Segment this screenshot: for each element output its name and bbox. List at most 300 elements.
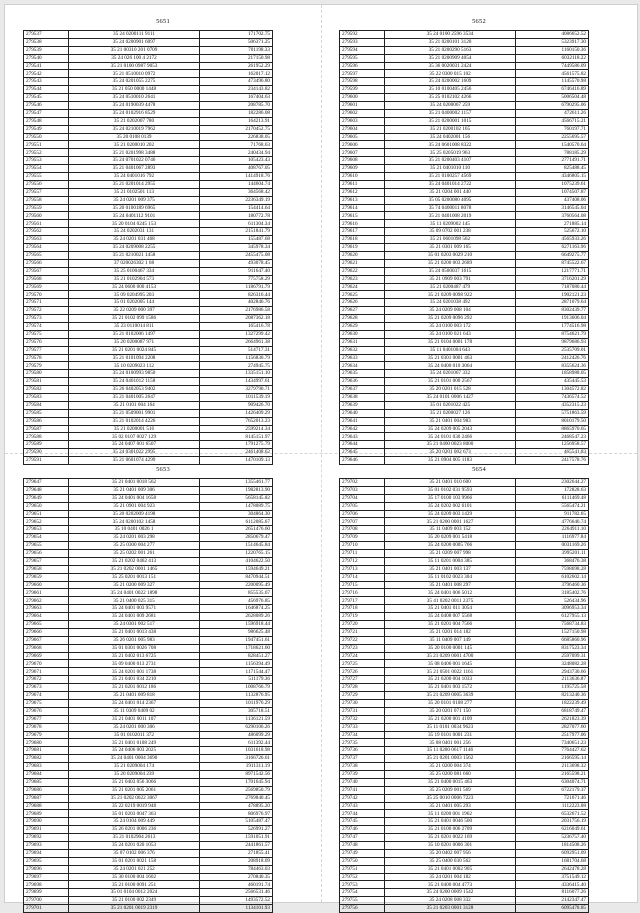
amount: 2771491.71 [516, 157, 589, 165]
account-code: 35 21 00310 201 0709 [69, 46, 200, 54]
account-code: 35 09 0400 013 2731 [69, 660, 200, 668]
account-code: 35 21 0200 0001 1627 [385, 518, 516, 526]
account-code: 35 11 0200 001 1962 [385, 810, 516, 818]
account-code: 35 24 0201 004 182 [385, 873, 516, 881]
row-index: 279657 [24, 557, 69, 565]
amount: 2566531.46 [200, 889, 273, 897]
ledger-table [23, 30, 273, 465]
amount: 8317523.34 [516, 644, 589, 652]
amount: 1814508.26 [516, 841, 589, 849]
page-number: 5654 [472, 466, 486, 473]
table-row [340, 244, 589, 252]
account-code: 35 24 0201 000 306 [69, 723, 200, 731]
account-code: 35 11 0201 0004 385 [385, 557, 516, 565]
table-row [24, 62, 273, 70]
account-code: 35 24 0201 021 252 [69, 865, 200, 873]
account-code: 35 24 0401 014 2367 [69, 699, 200, 707]
row-index: 279609 [340, 165, 385, 173]
amount: 1195725.58 [516, 684, 589, 692]
table-row [340, 692, 589, 700]
row-index: 279611 [340, 180, 385, 188]
amount: 526991.27 [200, 826, 273, 834]
table-row [24, 739, 273, 747]
row-index: 279704 [340, 494, 385, 502]
account-code: 35 22 0219 0019 948 [69, 802, 200, 810]
row-index: 279741 [340, 786, 385, 794]
row-index: 279606 [340, 141, 385, 149]
row-index: 279554 [24, 165, 69, 173]
amount: 4086652.52 [516, 31, 589, 39]
row-index: 279724 [340, 652, 385, 660]
table-row [340, 378, 589, 386]
table-row [340, 157, 589, 165]
row-index: 279729 [340, 692, 385, 700]
account-code: 35 24 0407 001 6507 [69, 441, 200, 449]
amount: 511179.36 [200, 676, 273, 684]
table-row [340, 621, 589, 629]
amount: 6271163.96 [516, 244, 589, 252]
account-code: 35 21 0401 0046 500 [385, 818, 516, 826]
amount: 6095478.85 [516, 905, 589, 913]
table-row [24, 905, 273, 913]
row-index: 279658 [24, 565, 69, 573]
table-row [340, 636, 589, 644]
amount: 911647.40 [200, 267, 273, 275]
amount: 271855.41 [200, 849, 273, 857]
amount: 6722179.37 [516, 786, 589, 794]
account-code: 35 24 0209 003 1429 [385, 510, 516, 518]
table-row [340, 70, 589, 78]
row-index: 279743 [340, 802, 385, 810]
account-code: 35 20 0209004 239 [69, 770, 200, 778]
amount: 828451.27 [200, 652, 273, 660]
amount: 1134101.93 [200, 905, 273, 913]
row-index: 279734 [340, 731, 385, 739]
table-row [340, 881, 589, 889]
table-row [24, 692, 273, 700]
table-row [24, 54, 273, 62]
account-code: 35 21 0401 0108 249 [69, 739, 200, 747]
amount: 1701645.94 [200, 778, 273, 786]
row-index: 279660 [24, 581, 69, 589]
amount: 2943730.66 [516, 668, 589, 676]
row-index: 279617 [340, 228, 385, 236]
account-code: 35 24 0701022 0746 [69, 157, 200, 165]
account-code: 35 10 0401 0026 1 [69, 526, 200, 534]
table-row [340, 905, 589, 913]
row-index: 279599 [340, 86, 385, 94]
table-row [340, 510, 589, 518]
amount: 3716201.29 [516, 275, 589, 283]
account-code: 35 21 0200487 479 [385, 283, 516, 291]
table-row [340, 322, 589, 330]
row-index: 279550 [24, 133, 69, 141]
account-code: 35 24 0408 007 5568 [385, 613, 516, 621]
row-index: 279639 [340, 401, 385, 409]
account-code: 35 21 0400002 1157 [385, 109, 516, 117]
row-index: 279740 [340, 778, 385, 786]
table-row [24, 857, 273, 865]
row-index: 279605 [340, 133, 385, 141]
table-row [24, 684, 273, 692]
account-code: 35 21 0200 004 374 [385, 763, 516, 771]
amount: 1791275.79 [200, 441, 273, 449]
amount: 4346805.15 [516, 173, 589, 181]
table-row [24, 486, 273, 494]
table-row [340, 62, 589, 70]
row-index: 279708 [340, 526, 385, 534]
amount: 2113636.87 [516, 676, 589, 684]
account-code: 35 10 0100405 2456 [385, 86, 516, 94]
amount: 2151841.79 [200, 228, 273, 236]
amount: 1011539.19 [200, 393, 273, 401]
table-row [340, 739, 589, 747]
row-index: 279718 [340, 605, 385, 613]
account-code: 35 01 0202005 144 [69, 299, 200, 307]
table-row [24, 212, 273, 220]
account-code: 35 24 0200102 1458 [69, 518, 200, 526]
amount: 8865970.65 [516, 425, 589, 433]
row-index: 279565 [24, 251, 69, 259]
table-row [340, 526, 589, 534]
row-index: 279564 [24, 244, 69, 252]
account-code: 35 01 0201 0021 158 [69, 857, 200, 865]
row-index: 279673 [24, 684, 69, 692]
row-index: 279672 [24, 676, 69, 684]
account-code: 35 24 0601008 8322 [385, 141, 516, 149]
account-code: 35 21 0401 003 1572 [385, 684, 516, 692]
table-row [24, 109, 273, 117]
amount: 8010179.50 [516, 417, 589, 425]
table-row [24, 557, 273, 565]
amount: 2142347.47 [516, 897, 589, 905]
amount: 4352315.23 [516, 401, 589, 409]
account-code: 35 21 0401 004 983 [385, 417, 516, 425]
account-code: 35 24 0201067 332 [385, 370, 516, 378]
table-row [340, 94, 589, 102]
table-row [340, 338, 589, 346]
amount: 304864.30 [200, 510, 273, 518]
amount: 1031618.98 [200, 747, 273, 755]
table-row [24, 354, 273, 362]
account-code: 35 24 0301 002 517 [69, 621, 200, 629]
row-index: 279669 [24, 652, 69, 660]
row-index: 279744 [340, 810, 385, 818]
row-index: 279651 [24, 510, 69, 518]
table-row [340, 747, 589, 755]
amount: 6216049.61 [516, 826, 589, 834]
account-code: 35 24 0201055 2275 [69, 78, 200, 86]
table-row [340, 267, 589, 275]
account-code: 37 020026302 1 68 [69, 259, 200, 267]
table-row [24, 644, 273, 652]
row-index: 279694 [24, 849, 69, 857]
table-row [340, 494, 589, 502]
account-code: 35 24 0200901 6097 [69, 38, 200, 46]
table-row [24, 723, 273, 731]
table-row [24, 841, 273, 849]
amount: 1514645.84 [200, 542, 273, 550]
table-row [340, 409, 589, 417]
table-row [24, 283, 273, 291]
amount: 5006504.48 [516, 94, 589, 102]
account-code: 35 25 0400 030 562 [385, 857, 516, 865]
account-code: 35 25 0102102 4266 [385, 94, 516, 102]
account-code: 35 24 0201 031 468 [69, 236, 200, 244]
row-index: 279548 [24, 117, 69, 125]
table-row [24, 510, 273, 518]
table-row [340, 755, 589, 763]
account-code: 35 25 0200 081 660 [385, 770, 516, 778]
table-row [24, 794, 273, 802]
row-index: 279614 [340, 204, 385, 212]
table-row [340, 78, 589, 86]
row-index: 279586 [24, 417, 69, 425]
amount: 2302644.27 [516, 479, 589, 487]
account-code: 35 21 0200102 165 [385, 125, 516, 133]
row-index: 279537 [24, 31, 69, 39]
account-code: 35 21 0400 025 315 [69, 597, 200, 605]
account-code: 35 21 0401067 2893 [69, 165, 200, 173]
table-row [24, 133, 273, 141]
row-index: 279697 [24, 873, 69, 881]
table-row [24, 307, 273, 315]
amount: 1493572.52 [200, 897, 273, 905]
account-code: 35 21 0102006 1497 [69, 330, 200, 338]
account-code: 35 11 0209002 145 [385, 220, 516, 228]
row-index: 279623 [340, 275, 385, 283]
row-index: 279714 [340, 573, 385, 581]
amount: 368476.38 [516, 557, 589, 565]
account-code: 35 25 0100467 334 [69, 267, 200, 275]
amount: 478895.20 [200, 802, 273, 810]
row-index: 279715 [340, 581, 385, 589]
row-index: 279701 [24, 905, 69, 913]
row-index: 279711 [340, 550, 385, 558]
row-index: 279553 [24, 157, 69, 165]
account-code: 35 24 0100 021 643 [385, 330, 516, 338]
amount: 465541.83 [516, 449, 589, 457]
account-code: 35 11 0409 003 152 [385, 526, 516, 534]
table-row [24, 141, 273, 149]
row-index: 279545 [24, 94, 69, 102]
account-code: 35 21 0403 056 3066 [69, 778, 200, 786]
amount: 3096953.34 [516, 605, 589, 613]
amount: 1527150.98 [516, 628, 589, 636]
row-index: 279698 [24, 881, 69, 889]
account-code: 35 20 0108 0139 [69, 133, 200, 141]
table-row [24, 652, 273, 660]
row-index: 279642 [340, 425, 385, 433]
account-code: 35 24 0209 008 104 [385, 307, 516, 315]
amount: 7568734.83 [516, 621, 589, 629]
row-index: 279551 [24, 141, 69, 149]
account-code: 35 26 0402053 9402 [69, 386, 200, 394]
amount: 4104622.50 [200, 557, 273, 565]
table-row [340, 865, 589, 873]
table-row [340, 597, 589, 605]
amount: 4336415.40 [516, 881, 589, 889]
row-index: 279730 [340, 699, 385, 707]
table-row [340, 644, 589, 652]
amount: 4561575.82 [516, 70, 589, 78]
account-code: 35 24 0600 000 4153 [69, 283, 200, 291]
account-code: 35 21 0401008 2019 [385, 212, 516, 220]
row-index: 279655 [24, 542, 69, 550]
account-code: 35 24 0101 030 2466 [385, 433, 516, 441]
amount: 1913606.04 [516, 315, 589, 323]
account-code: 35 36 0020031 2424 [385, 62, 516, 70]
amount: 1355461.77 [200, 479, 273, 487]
amount: 261952.29 [200, 62, 273, 70]
amount: 3751549.12 [516, 873, 589, 881]
row-index: 279622 [340, 267, 385, 275]
account-code: 35 21 0401 034 2210 [69, 676, 200, 684]
amount: 71768.63 [200, 141, 273, 149]
row-index: 279597 [340, 70, 385, 78]
row-index: 279582 [24, 386, 69, 394]
row-index: 279666 [24, 628, 69, 636]
page-5654 [321, 453, 637, 912]
account-code: 35 22 0209 000 397 [69, 307, 200, 315]
amount: 2664961.38 [200, 338, 273, 346]
account-code: 35 21 0509001 9901 [69, 409, 200, 417]
amount: 6649275.77 [516, 251, 589, 259]
table-row [340, 794, 589, 802]
table-row [340, 802, 589, 810]
amount: 7436574.52 [516, 393, 589, 401]
row-index: 279684 [24, 770, 69, 778]
table-row [24, 479, 273, 487]
amount: 7340651.23 [516, 739, 589, 747]
amount: 105423.43 [200, 157, 273, 165]
table-row [24, 589, 273, 597]
amount: 3796460.36 [516, 581, 589, 589]
table-row [340, 715, 589, 723]
row-index: 279580 [24, 370, 69, 378]
account-code: 35 20 0201 071 150 [385, 707, 516, 715]
row-index: 279600 [340, 94, 385, 102]
table-row [340, 346, 589, 354]
table-row [340, 354, 589, 362]
table-row [340, 613, 589, 621]
row-index: 279643 [340, 433, 385, 441]
account-code: 35 21 0401005 2647 [69, 393, 200, 401]
account-code: 35 08 0406 001 1645 [385, 660, 516, 668]
row-index: 279563 [24, 236, 69, 244]
row-index: 279706 [340, 510, 385, 518]
amount: 2170452.75 [200, 125, 273, 133]
account-code: 35 24 0201038 492 [385, 299, 516, 307]
row-index: 279676 [24, 707, 69, 715]
table-row [24, 707, 273, 715]
table-row [340, 275, 589, 283]
row-index: 279629 [340, 322, 385, 330]
table-row [340, 315, 589, 323]
account-code: 35 21 0202 0462 413 [69, 557, 200, 565]
row-index: 279592 [340, 31, 385, 39]
amount: 8116077.26 [516, 889, 589, 897]
account-code: 35 22 0300 015 102 [385, 70, 516, 78]
table-row [24, 70, 273, 78]
table-row [24, 613, 273, 621]
amount: 1718621.60 [200, 644, 273, 652]
table-row [340, 204, 589, 212]
table-row [24, 518, 273, 526]
amount: 2176986.58 [200, 307, 273, 315]
amount: 5105487.47 [200, 818, 273, 826]
row-index: 279748 [340, 841, 385, 849]
account-code: 35 21 0200001 516 [69, 425, 200, 433]
amount: 8470944.51 [200, 573, 273, 581]
row-index: 279731 [340, 707, 385, 715]
row-index: 279589 [24, 441, 69, 449]
row-index: 279736 [340, 747, 385, 755]
table-row [340, 834, 589, 842]
table-row [24, 770, 273, 778]
account-code: 35 26 0201 005 983 [69, 636, 200, 644]
account-code: 35 21 0401 009 818 [69, 692, 200, 700]
amount: 788185.29 [516, 149, 589, 157]
amount: 721671.46 [516, 794, 589, 802]
table-row [24, 441, 273, 449]
amount: 3146545.04 [516, 204, 589, 212]
account-code: 35 01 0203 0029 210 [385, 251, 516, 259]
amount: 525672.10 [516, 228, 589, 236]
table-row [340, 149, 589, 157]
table-row [340, 652, 589, 660]
row-index: 279668 [24, 644, 69, 652]
amount: 1136121.59 [200, 715, 273, 723]
account-code: 35 01 0102 031 9593 [385, 486, 516, 494]
table-row [340, 479, 589, 487]
account-code: 35 21 0200001 1015 [385, 117, 516, 125]
row-index: 279613 [340, 196, 385, 204]
account-code: 35 21 0102501 113 [69, 188, 200, 196]
account-code: 35 21 0200 003 2689 [385, 259, 516, 267]
row-index: 279572 [24, 307, 69, 315]
table-row [24, 597, 273, 605]
account-code: 35 20 0100 0001 145 [385, 644, 516, 652]
table-row [340, 605, 589, 613]
table-row [340, 723, 589, 731]
table-row [24, 228, 273, 236]
table-row [24, 370, 273, 378]
account-code: 35 21 0200403 4107 [385, 157, 516, 165]
row-index: 279568 [24, 275, 69, 283]
amount: 1414918.76 [200, 173, 273, 181]
account-code: 35 01 0201022 425 [385, 401, 516, 409]
row-index: 279646 [340, 457, 385, 465]
amount: 345978.34 [200, 244, 273, 252]
amount: 1596918.44 [200, 621, 273, 629]
amount: 1171544.47 [200, 668, 273, 676]
row-index: 279573 [24, 315, 69, 323]
table-row [340, 393, 589, 401]
row-index: 279591 [24, 457, 69, 465]
row-index: 279546 [24, 102, 69, 110]
table-row [24, 826, 273, 834]
amount: 6111469.48 [516, 494, 589, 502]
row-index: 279752 [340, 873, 385, 881]
table-row [24, 180, 273, 188]
row-index: 279674 [24, 692, 69, 700]
row-index: 279656 [24, 550, 69, 558]
amount: 486099.29 [200, 731, 273, 739]
table-row [340, 102, 589, 110]
account-code: 35 24 0201 003 298 [69, 534, 200, 542]
row-index: 279601 [340, 102, 385, 110]
